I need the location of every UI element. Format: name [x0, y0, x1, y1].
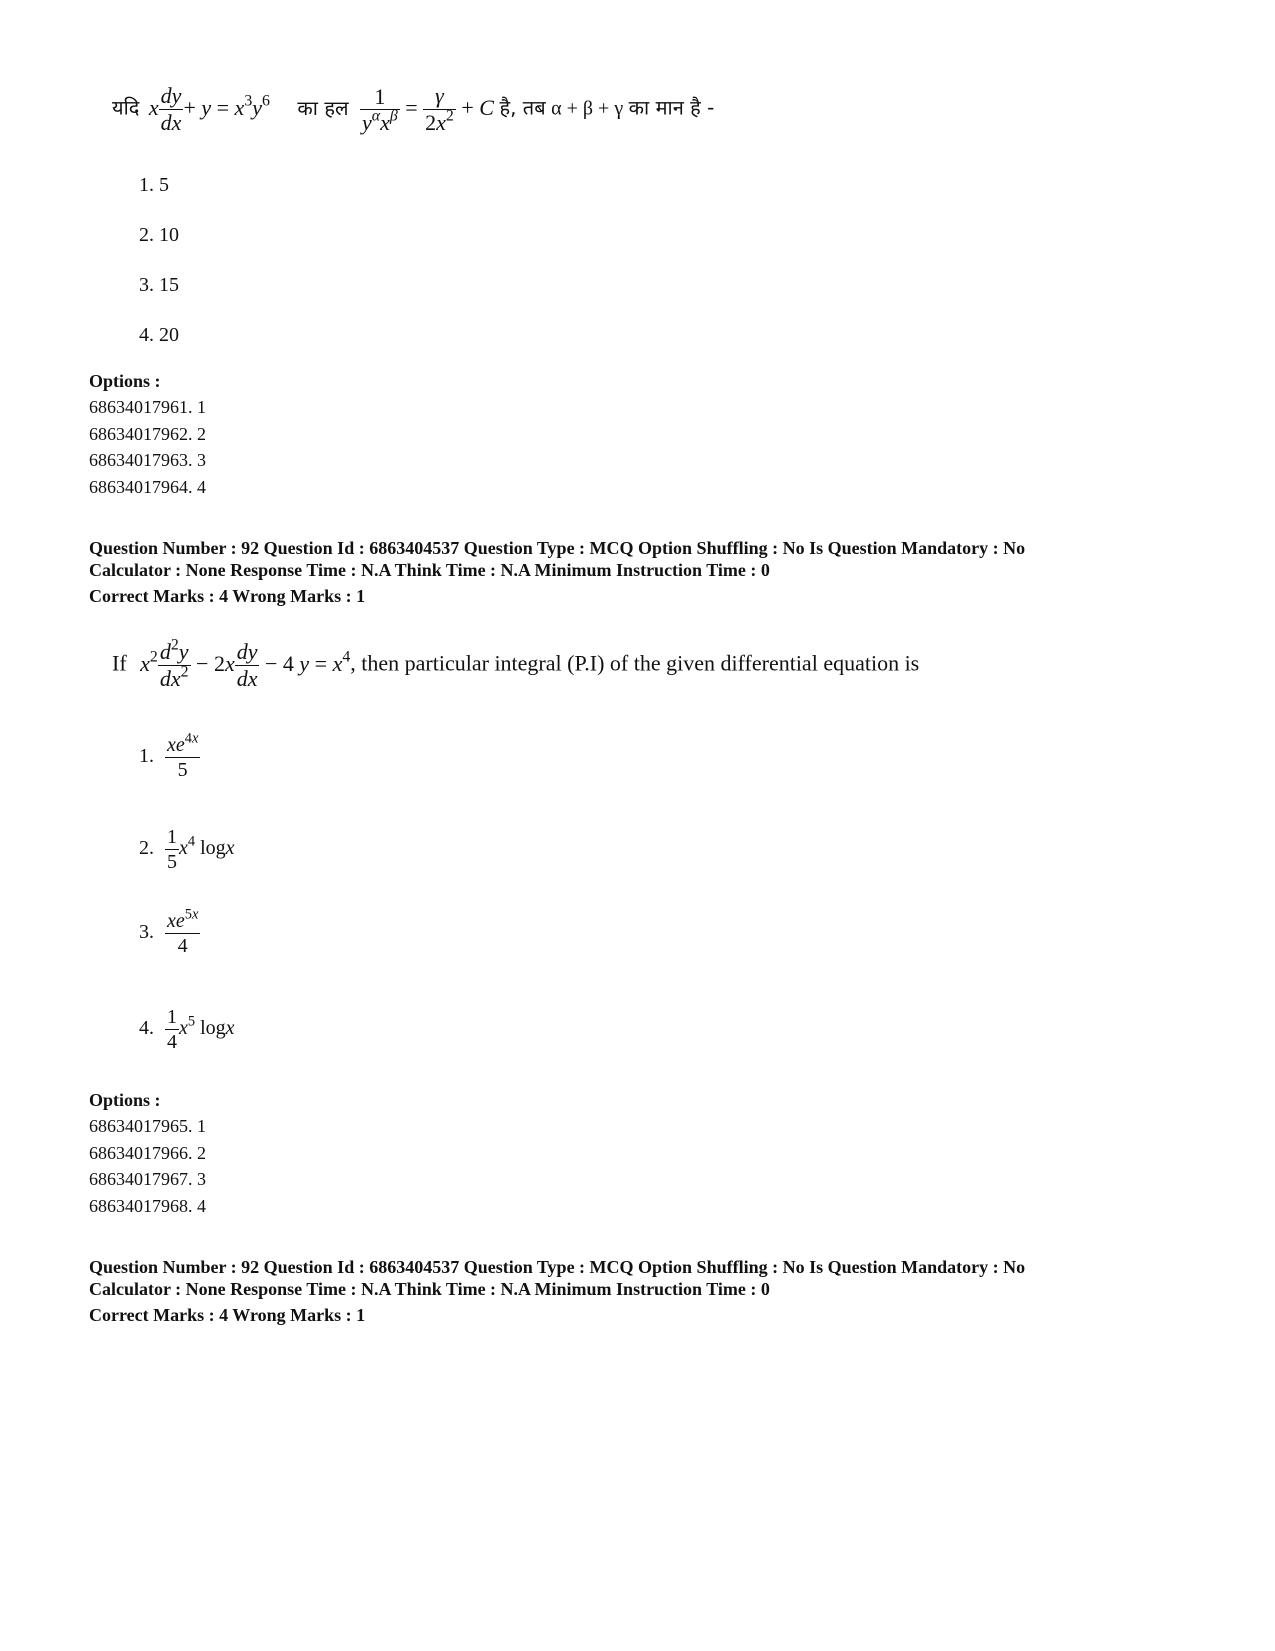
q2-choice-3: 3. $\frac{xe^{5x}}{4}$ — [139, 906, 199, 957]
q2-choice-2-math: $\frac{1}{5}$ $x^4$ logx — [167, 826, 235, 873]
q2-choice-1-math: $\frac{xe^{4x}}{5}$ — [167, 730, 199, 781]
q1-stem-ka-hal: का हल — [297, 95, 349, 120]
q1-greek-sum: α + β + γ — [551, 97, 624, 120]
q1-stem-prefix: यदि — [112, 95, 140, 120]
option-id-row: 68634017965. 1 — [89, 1116, 206, 1136]
q2-option-ids — [89, 1113, 206, 1219]
q2-stem — [112, 636, 920, 692]
q2-choice-2: 2. $\frac{1}{5}$ $x^4$ logx — [139, 826, 235, 873]
q1-option-ids — [89, 394, 206, 500]
question-meta-1 — [89, 537, 1199, 607]
q1-choice-2: 2. 10 — [139, 224, 179, 246]
option-id-row: 68634017962. 2 — [89, 423, 206, 444]
option-id-row: 68634017966. 2 — [89, 1142, 206, 1163]
q1-choice-3: 3. 15 — [139, 274, 179, 296]
meta-line-3: Correct Marks : 4 Wrong Marks : 1 — [89, 586, 366, 606]
meta-line-2: Calculator : None Response Time : N.A Think Time : N.A Minimum Instruction Time : 0 — [89, 560, 770, 580]
q1-stem-tail-1: है, तब — [499, 95, 546, 120]
q2-choice-1: 1. $\frac{xe^{4x}}{5}$ — [139, 730, 199, 781]
q2-stem-if: If — [112, 650, 127, 676]
q1-choice-4: 4. 20 — [139, 324, 179, 346]
q2-choice-4: 4. $\frac{1}{4}$ $x^5$ logx — [139, 1006, 235, 1053]
dy-dx-fraction: $\frac{dy}{dx}$ — [160, 83, 182, 136]
option-id-row: 68634017961. 1 — [89, 397, 206, 417]
option-id-row: 68634017963. 3 — [89, 450, 206, 470]
option-id-row: 68634017967. 3 — [89, 1169, 206, 1189]
option-id-row: 68634017968. 4 — [89, 1195, 206, 1216]
q2-choice-3-math: $\frac{xe^{5x}}{4}$ — [167, 906, 199, 957]
meta-line-1: Question Number : 92 Question Id : 6863404537 Question Type : MCQ Option Shuffling : No Is Question Mandatory : No — [89, 538, 1026, 558]
meta-line-3: Correct Marks : 4 Wrong Marks : 1 — [89, 1305, 366, 1325]
q1-choice-1: 1. 5 — [139, 174, 169, 196]
q2-choice-4-math: $\frac{1}{4}$ $x^5$ logx — [167, 1006, 235, 1053]
q2-stem-tail: , then particular integral (P.I) of the given differential equation is — [350, 650, 920, 676]
q1-stem-tail-2: का मान है - — [628, 95, 715, 120]
q2-equation: $x^2$ $\frac{d^2y}{dx^2}$ − 2x $\frac{dy}{dx}$ − 4 $y = x^4$ — [140, 636, 351, 692]
q1-equation-lhs: x $\frac{dy}{dx}$ + $y = x^3y^6$ — [148, 83, 270, 136]
question-meta-2 — [89, 1256, 1199, 1326]
meta-line-2: Calculator : None Response Time : N.A Think Time : N.A Minimum Instruction Time : 0 — [89, 1279, 770, 1299]
q1-stem — [112, 84, 714, 135]
q2-options-heading: Options : — [89, 1090, 161, 1110]
meta-line-1: Question Number : 92 Question Id : 6863404537 Question Type : MCQ Option Shuffling : No Is Question Mandatory : No — [89, 1257, 1026, 1277]
q1-solution-expression: $\frac{1}{y^\alpha x^\beta}$ = $\frac{\gamma}{2x^2}$ + C — [362, 83, 494, 136]
option-id-row: 68634017964. 4 — [89, 476, 206, 497]
q1-options-heading: Options : — [89, 371, 161, 391]
